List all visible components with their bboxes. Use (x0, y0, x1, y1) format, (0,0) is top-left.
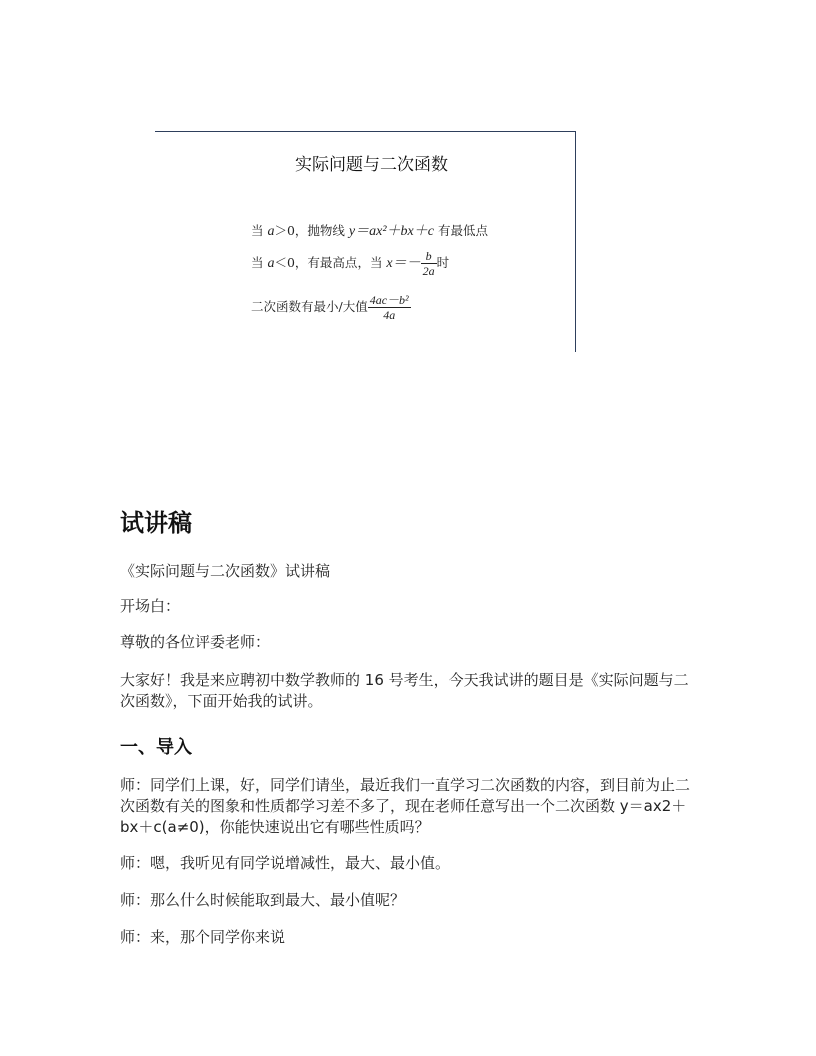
page-title: 试讲稿 (120, 509, 192, 537)
paragraph-title: 《实际问题与二次函数》试讲稿 (120, 562, 331, 580)
figure-line-max (251, 249, 449, 278)
vertex-x: x＝－ (386, 256, 421, 271)
section-heading: 一、导入 (120, 737, 192, 758)
line1-prefix: 当 (251, 223, 268, 238)
paragraph-greeting: 尊敬的各位评委老师： (120, 633, 271, 651)
line2-prefix: 当 (251, 255, 268, 270)
formula-figure (155, 131, 576, 352)
paragraph-teacher-4: 师：来，那个同学你来说 (120, 928, 286, 946)
paragraph-teacher-2: 师：嗯，我听见有同学说增减性，最大、最小值。 (120, 854, 451, 872)
fraction-numerator: b (421, 249, 437, 264)
line1-a: a (267, 224, 275, 239)
fraction-numerator: 4ac－b² (369, 293, 409, 307)
parabola-equation: y＝ax²＋bx＋c (348, 224, 434, 239)
figure-line-extreme (251, 293, 411, 322)
figure-line-min (251, 220, 488, 240)
fraction-denominator: 2a (422, 264, 435, 278)
line1-mid: ＞0，抛物线 (274, 223, 349, 238)
line2-suffix: 时 (436, 255, 450, 270)
line2-a: a (267, 256, 275, 271)
paragraph-introduction: 大家好！我是来应聘初中数学教师的 16 号考生，今天我试讲的题目是《实际问题与二次函数》，下面开始我的试讲。 (120, 671, 689, 710)
line1-suffix: 有最低点 (433, 223, 488, 238)
line3-prefix: 二次函数有最小/大值 (251, 299, 368, 314)
figure-title: 实际问题与二次函数 (295, 155, 448, 175)
fraction-b-2a (421, 249, 437, 278)
paragraph-teacher-3: 师：那么什么时候能取到最大、最小值呢？ (120, 891, 406, 909)
fraction-denominator: 4a (383, 308, 396, 322)
fraction-extreme-value (368, 293, 411, 322)
paragraph-opening: 开场白： (120, 597, 181, 615)
paragraph-teacher-1: 师：同学们上课，好，同学们请坐，最近我们一直学习二次函数的内容，到目前为止二次函数有关的图象和性质都学习差不多了，现在老师任意写出一个二次函数 y＝ax2＋bx＋c(a≠0)，你能快速说出它有哪些性质吗？ (120, 776, 691, 836)
line2-mid: ＜0，有最高点，当 (274, 255, 387, 270)
